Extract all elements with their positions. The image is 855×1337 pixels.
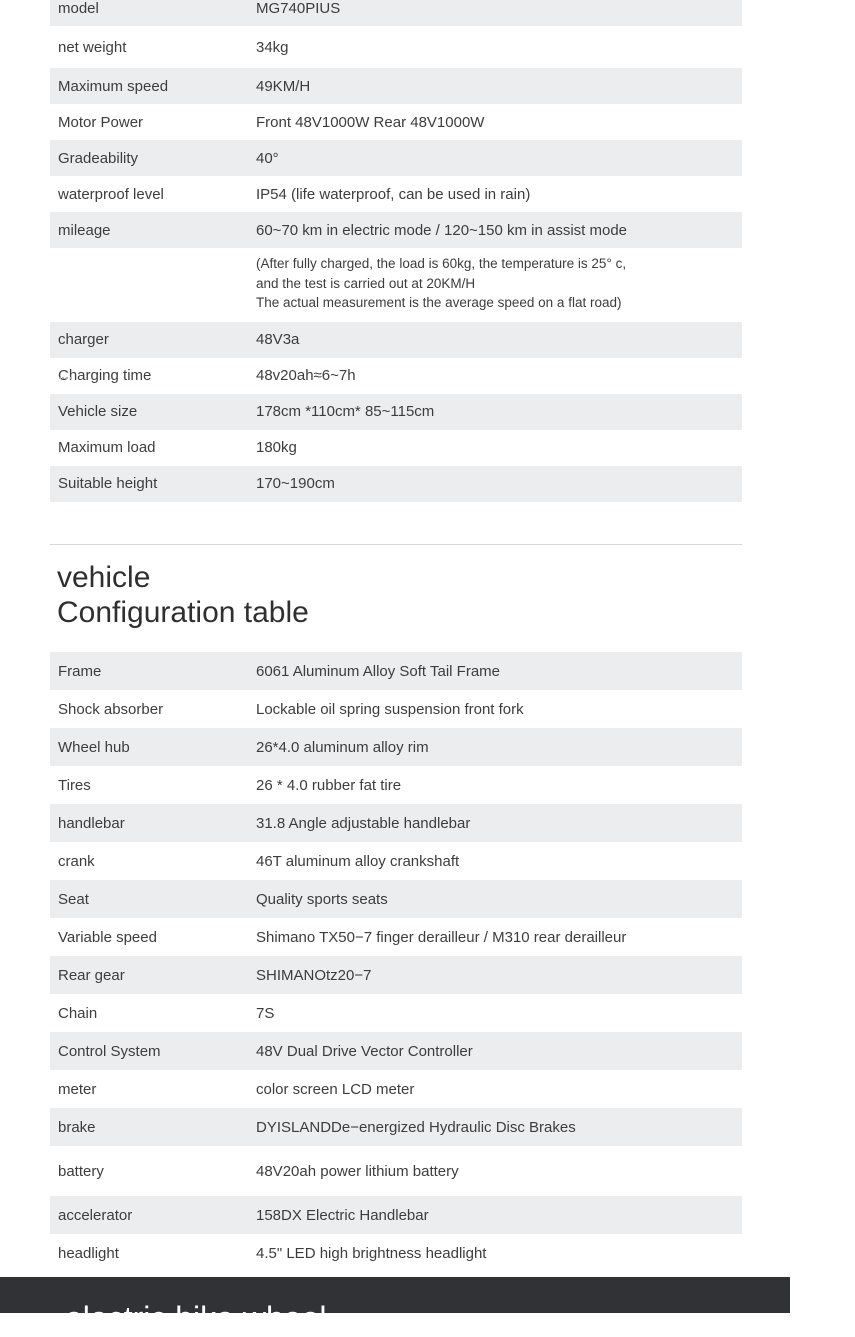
config-value: SHIMANOtz20−7 [256, 966, 372, 984]
config-label: Seat [58, 890, 89, 908]
config-label: Chain [58, 1004, 98, 1022]
config-label: Shock absorber [58, 700, 164, 718]
config-row-meter [50, 1070, 742, 1108]
config-label: Wheel hub [58, 738, 130, 756]
config-row-control-system [50, 1032, 742, 1070]
config-row-rear-gear [50, 956, 742, 994]
config-value: 6061 Aluminum Alloy Soft Tail Frame [256, 662, 501, 680]
config-label: accelerator [58, 1206, 133, 1224]
config-row-handlebar [50, 804, 742, 842]
spec-row-net-weight [50, 26, 742, 68]
config-row-wheel-hub [50, 728, 742, 766]
spec-value: 180kg [256, 439, 297, 456]
config-value: 48V20ah power lithium battery [256, 1162, 459, 1180]
config-label: brake [58, 1118, 96, 1136]
main-spec-table [50, 0, 742, 502]
config-label: headlight [58, 1244, 119, 1262]
footer-band [0, 1277, 790, 1336]
spec-row-gradeability [50, 140, 742, 176]
note-line-3: The actual measurement is the average speed on a flat road) [256, 295, 622, 310]
config-value: 46T aluminum alloy crankshaft [256, 852, 460, 870]
config-row-tires [50, 766, 742, 804]
spec-value: 60~70 km in electric mode / 120~150 km in assist mode [256, 221, 628, 239]
section-divider [50, 544, 742, 545]
config-label: Frame [58, 662, 102, 680]
config-label: crank [58, 852, 95, 870]
spec-label: mileage [58, 221, 111, 239]
spec-label [50, 367, 256, 384]
mileage-note [256, 254, 742, 313]
spec-label: Maximum load [58, 439, 156, 456]
config-row-accelerator [50, 1196, 742, 1234]
config-value: 48V Dual Drive Vector Controller [256, 1042, 473, 1060]
spec-row-max-load [50, 430, 742, 466]
spec-row-charger [50, 322, 742, 358]
config-table [50, 652, 742, 1272]
spec-label: net weight [58, 38, 127, 56]
spec-value: 178cm *110cm* 85~115cm [256, 403, 435, 420]
config-row-seat [50, 880, 742, 918]
spec-value: 49KM/H [256, 77, 311, 95]
spec-row-mileage-note [50, 248, 742, 322]
config-row-shock-absorber [50, 690, 742, 728]
config-row-battery [50, 1146, 742, 1196]
config-row-headlight [50, 1234, 742, 1272]
spec-label: Vehicle size [58, 403, 138, 420]
spec-value: MG740PIUS [256, 0, 341, 17]
spec-row-mileage [50, 212, 742, 248]
config-label: handlebar [58, 814, 125, 832]
spec-row-vehicle-size [50, 394, 742, 430]
spellcheck-underline [59, 375, 72, 379]
heading-line-2: Configuration table [57, 596, 309, 629]
config-row-chain [50, 994, 742, 1032]
spec-label: Suitable height [58, 475, 158, 492]
config-row-variable-speed [50, 918, 742, 956]
spec-value: 34kg [256, 38, 289, 56]
config-value: 31.8 Angle adjustable handlebar [256, 814, 471, 832]
config-row-crank [50, 842, 742, 880]
spec-row-waterproof [50, 176, 742, 212]
config-label: Rear gear [58, 966, 125, 984]
config-value: color screen LCD meter [256, 1080, 415, 1098]
config-value: 26*4.0 aluminum alloy rim [256, 738, 429, 756]
spec-row-model [50, 0, 742, 26]
spec-label: charger [58, 331, 109, 348]
spec-value: Front 48V1000W Rear 48V1000W [256, 113, 485, 131]
spec-row-charging-time [50, 358, 742, 394]
config-value: 4.5" LED high brightness headlight [256, 1244, 487, 1262]
config-row-frame [50, 652, 742, 690]
spec-label-text: Charging time [58, 367, 152, 384]
config-value: 7S [256, 1004, 275, 1022]
spec-value: 48V3a [256, 331, 300, 348]
config-value: DYISLANDDe−energized Hydraulic Disc Brakes [256, 1118, 576, 1136]
spec-value: 48v20ah≈6~7h [256, 367, 356, 384]
config-value: Shimano TX50−7 finger derailleur / M310 rear derailleur [256, 928, 627, 946]
spec-label: Maximum speed [58, 77, 169, 95]
config-label: meter [58, 1080, 97, 1098]
config-row-brake [50, 1108, 742, 1146]
note-line-1: (After fully charged, the load is 60kg, the temperature is 25° c, [256, 256, 627, 271]
spec-row-max-speed [50, 68, 742, 104]
config-section-heading [57, 560, 309, 630]
spec-row-motor-power [50, 104, 742, 140]
config-label: Tires [58, 776, 91, 794]
config-label: Variable speed [58, 928, 157, 946]
spec-label: Gradeability [58, 149, 139, 167]
spec-label: Motor Power [58, 113, 144, 131]
config-value: Lockable oil spring suspension front fork [256, 700, 524, 718]
spec-row-suitable-height [50, 466, 742, 502]
spec-value: 170~190cm [256, 475, 335, 492]
footer-text: electric bike wheel [65, 1300, 327, 1336]
config-value: Quality sports seats [256, 890, 388, 908]
config-label: battery [58, 1162, 104, 1180]
config-label: Control System [58, 1042, 161, 1060]
spec-value: 40° [256, 149, 279, 167]
note-line-2: and the test is carried out at 20KM/H [256, 275, 476, 291]
spec-label: waterproof level [58, 185, 164, 203]
config-value: 158DX Electric Handlebar [256, 1206, 429, 1224]
spec-value: IP54 (life waterproof, can be used in rain) [256, 185, 531, 203]
spec-label: model [58, 0, 99, 17]
heading-line-1: vehicle [57, 561, 151, 594]
config-value: 26 * 4.0 rubber fat tire [256, 776, 402, 794]
